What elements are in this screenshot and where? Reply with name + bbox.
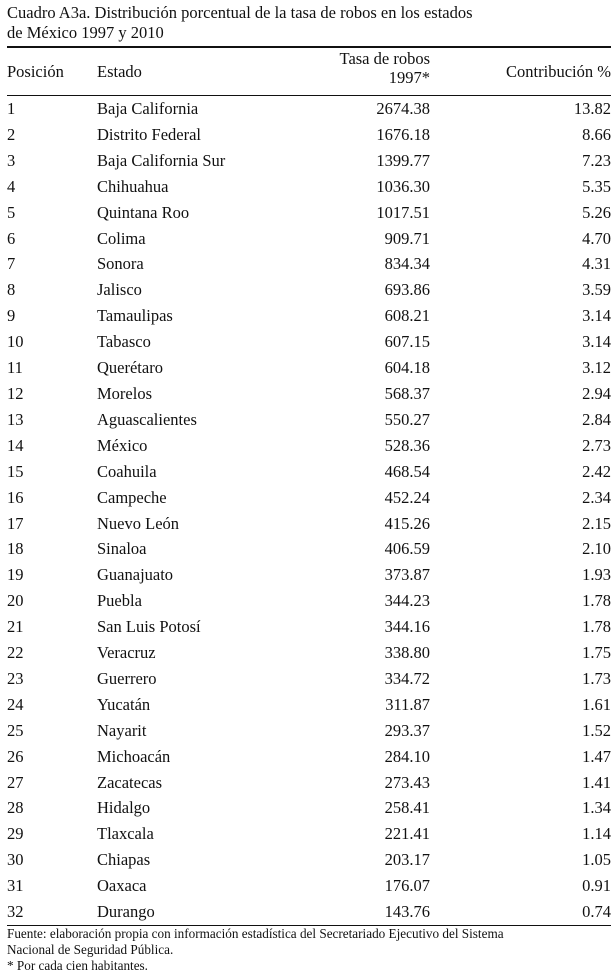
cell-estado: Morelos <box>97 383 152 403</box>
cell-tasa: 258.41 <box>384 798 430 818</box>
cell-tasa: 1676.18 <box>376 124 430 144</box>
cell-contribucion: 3.14 <box>582 332 611 352</box>
cell-estado: Guerrero <box>97 668 157 688</box>
cell-posicion: 32 <box>7 899 97 925</box>
table-body <box>7 96 611 926</box>
table-row <box>7 640 611 666</box>
cell-contribucion: 4.31 <box>582 254 611 274</box>
table-row <box>7 821 611 847</box>
cell-tasa: 607.15 <box>384 332 430 352</box>
table-row <box>7 381 611 407</box>
table-row <box>7 433 611 459</box>
header-tasa <box>282 47 430 96</box>
table-row <box>7 200 611 226</box>
cell-tasa: 528.36 <box>384 435 430 455</box>
cell-tasa: 221.41 <box>384 824 430 844</box>
cell-estado: Guanajuato <box>97 565 174 585</box>
cell-estado: Querétaro <box>97 358 163 378</box>
cell-estado: Chihuahua <box>97 176 169 196</box>
cell-estado: Sinaloa <box>97 539 147 559</box>
cell-posicion: 13 <box>7 409 24 429</box>
table-row <box>7 666 611 692</box>
cell-tasa: 415.26 <box>384 513 430 533</box>
cell-contribucion: 1.93 <box>582 565 611 585</box>
cell-contribucion: 4.70 <box>582 228 611 248</box>
cell-tasa: 334.72 <box>384 668 430 688</box>
table-row <box>7 485 611 511</box>
cell-posicion: 12 <box>7 383 24 403</box>
cell-posicion: 18 <box>7 539 24 559</box>
cell-contribucion: 0.91 <box>582 876 611 896</box>
cell-tasa: 338.80 <box>384 643 430 663</box>
cell-estado: Colima <box>97 228 146 248</box>
cell-tasa: 143.76 <box>282 899 430 925</box>
table-row <box>7 718 611 744</box>
cell-posicion: 28 <box>7 798 24 818</box>
cell-contribucion: 1.05 <box>582 850 611 870</box>
cell-estado: Nuevo León <box>97 513 180 533</box>
cell-contribucion: 1.41 <box>582 772 611 792</box>
cell-tasa: 550.27 <box>384 409 430 429</box>
table-header-row <box>7 47 611 96</box>
table-row <box>7 847 611 873</box>
cell-contribucion: 2.42 <box>582 461 611 481</box>
cell-tasa: 604.18 <box>384 358 430 378</box>
cell-posicion: 27 <box>7 772 24 792</box>
header-estado: Estado <box>97 47 282 96</box>
cell-estado: Yucatán <box>97 694 151 714</box>
cell-estado: Baja California <box>97 99 199 118</box>
table-row <box>7 744 611 770</box>
cell-contribucion: 2.34 <box>582 487 611 507</box>
cell-contribucion: 7.23 <box>582 150 611 170</box>
cell-tasa: 1017.51 <box>376 202 430 222</box>
cell-posicion: 20 <box>7 591 24 611</box>
cell-posicion: 4 <box>7 176 16 196</box>
cell-posicion: 5 <box>7 202 16 222</box>
cell-contribucion: 2.84 <box>582 409 611 429</box>
cell-tasa: 406.59 <box>384 539 430 559</box>
table-row <box>7 770 611 796</box>
table-notes <box>7 926 611 974</box>
cell-tasa: 2674.38 <box>376 99 430 118</box>
cell-contribucion: 0.74 <box>430 899 611 925</box>
cell-contribucion: 8.66 <box>582 124 611 144</box>
cell-tasa: 909.71 <box>384 228 430 248</box>
cell-contribucion: 2.73 <box>582 435 611 455</box>
cell-posicion: 9 <box>7 306 16 326</box>
cell-posicion: 11 <box>7 358 23 378</box>
cell-contribucion: 1.47 <box>582 746 611 766</box>
cell-contribucion: 1.34 <box>582 798 611 818</box>
cell-posicion: 15 <box>7 461 24 481</box>
table-row <box>7 459 611 485</box>
cell-tasa: 203.17 <box>384 850 430 870</box>
cell-posicion: 14 <box>7 435 24 455</box>
source-note-line-1: Fuente: elaboración propia con información estadística del Secretariado Ejecutivo del Sistema <box>7 926 504 941</box>
cell-estado: México <box>97 435 148 455</box>
cell-contribucion: 1.78 <box>582 617 611 637</box>
table-row <box>7 692 611 718</box>
table-row <box>7 407 611 433</box>
table-row <box>7 277 611 303</box>
cell-contribucion: 5.35 <box>582 176 611 196</box>
cell-tasa: 176.07 <box>384 876 430 896</box>
cell-estado: Chiapas <box>97 850 151 870</box>
cell-estado: Sonora <box>97 254 144 274</box>
cell-posicion: 17 <box>7 513 24 533</box>
cell-tasa: 284.10 <box>384 746 430 766</box>
cell-tasa: 373.87 <box>384 565 430 585</box>
cell-contribucion: 1.75 <box>582 643 611 663</box>
cell-estado: Quintana Roo <box>97 202 190 222</box>
cell-estado: Coahuila <box>97 461 157 481</box>
cell-posicion: 6 <box>7 228 16 248</box>
cell-posicion: 3 <box>7 150 16 170</box>
cell-tasa: 693.86 <box>384 280 430 300</box>
table-row <box>7 795 611 821</box>
cell-contribucion: 1.61 <box>582 694 611 714</box>
table-row <box>7 251 611 277</box>
table-row <box>7 96 611 122</box>
table-row <box>7 588 611 614</box>
cell-posicion: 24 <box>7 694 24 714</box>
table-row <box>7 536 611 562</box>
cell-posicion: 23 <box>7 668 24 688</box>
cell-tasa: 293.37 <box>384 720 430 740</box>
cell-estado: Tabasco <box>97 332 151 352</box>
cell-contribucion: 1.52 <box>582 720 611 740</box>
header-tasa-line-2: 1997* <box>388 68 430 87</box>
cell-posicion: 19 <box>7 565 24 585</box>
cell-posicion: 26 <box>7 746 24 766</box>
cell-tasa: 1036.30 <box>376 176 430 196</box>
cell-estado: Zacatecas <box>97 772 163 792</box>
cell-posicion: 2 <box>7 124 16 144</box>
cell-contribucion: 3.14 <box>582 306 611 326</box>
cell-tasa: 568.37 <box>384 383 430 403</box>
cell-posicion: 1 <box>7 99 16 118</box>
cell-tasa: 1399.77 <box>376 150 430 170</box>
table-row <box>7 511 611 537</box>
cell-tasa: 608.21 <box>384 306 430 326</box>
cell-contribucion: 1.73 <box>582 668 611 688</box>
asterisk-note: * Por cada cien habitantes. <box>7 958 148 973</box>
cell-contribucion: 2.15 <box>582 513 611 533</box>
table-row <box>7 562 611 588</box>
table-caption <box>7 3 611 43</box>
cell-posicion: 21 <box>7 617 24 637</box>
source-note-line-2: Nacional de Seguridad Pública. <box>7 942 174 957</box>
cell-tasa: 311.87 <box>385 694 430 714</box>
caption-line-2: de México 1997 y 2010 <box>7 23 164 42</box>
table-row <box>7 329 611 355</box>
cell-posicion: 8 <box>7 280 16 300</box>
cell-contribucion: 3.59 <box>582 280 611 300</box>
cell-contribucion: 5.26 <box>582 202 611 222</box>
table-row <box>7 899 611 925</box>
cell-tasa: 834.34 <box>384 254 430 274</box>
cell-estado: Puebla <box>97 591 142 611</box>
table-row <box>7 614 611 640</box>
robbery-rate-table <box>7 46 611 926</box>
cell-posicion: 22 <box>7 643 24 663</box>
cell-contribucion: 3.12 <box>582 358 611 378</box>
cell-estado: Aguascalientes <box>97 409 197 429</box>
cell-estado: San Luis Potosí <box>97 617 201 637</box>
cell-posicion: 10 <box>7 332 24 352</box>
cell-estado: Baja California Sur <box>97 150 226 170</box>
cell-tasa: 468.54 <box>384 461 430 481</box>
cell-estado: Tlaxcala <box>97 824 154 844</box>
table-row <box>7 226 611 252</box>
cell-contribucion: 2.94 <box>582 383 611 403</box>
table-row <box>7 122 611 148</box>
header-posicion: Posición <box>7 47 97 96</box>
table-row <box>7 148 611 174</box>
cell-contribucion: 13.82 <box>573 99 611 118</box>
cell-tasa: 452.24 <box>384 487 430 507</box>
cell-estado: Campeche <box>97 487 167 507</box>
cell-contribucion: 1.78 <box>582 591 611 611</box>
cell-estado: Jalisco <box>97 280 142 300</box>
cell-estado: Tamaulipas <box>97 306 173 326</box>
cell-posicion: 31 <box>7 876 24 896</box>
cell-estado: Durango <box>97 899 282 925</box>
table-row <box>7 873 611 899</box>
cell-estado: Veracruz <box>97 643 156 663</box>
header-tasa-line-1: Tasa de robos <box>339 49 430 68</box>
cell-posicion: 29 <box>7 824 24 844</box>
cell-estado: Distrito Federal <box>97 124 202 144</box>
cell-estado: Oaxaca <box>97 876 147 896</box>
cell-posicion: 7 <box>7 254 16 274</box>
table-row <box>7 355 611 381</box>
document-page <box>7 3 611 974</box>
header-contribucion: Contribución % <box>430 47 611 96</box>
cell-estado: Hidalgo <box>97 798 151 818</box>
cell-tasa: 273.43 <box>384 772 430 792</box>
cell-contribucion: 2.10 <box>582 539 611 559</box>
caption-line-1: Cuadro A3a. Distribución porcentual de la tasa de robos en los estados <box>7 3 473 22</box>
table-row <box>7 303 611 329</box>
cell-estado: Nayarit <box>97 720 147 740</box>
cell-posicion: 25 <box>7 720 24 740</box>
cell-tasa: 344.23 <box>384 591 430 611</box>
table-row <box>7 174 611 200</box>
cell-contribucion: 1.14 <box>582 824 611 844</box>
cell-estado: Michoacán <box>97 746 171 766</box>
cell-posicion: 30 <box>7 850 24 870</box>
cell-tasa: 344.16 <box>384 617 430 637</box>
cell-posicion: 16 <box>7 487 24 507</box>
